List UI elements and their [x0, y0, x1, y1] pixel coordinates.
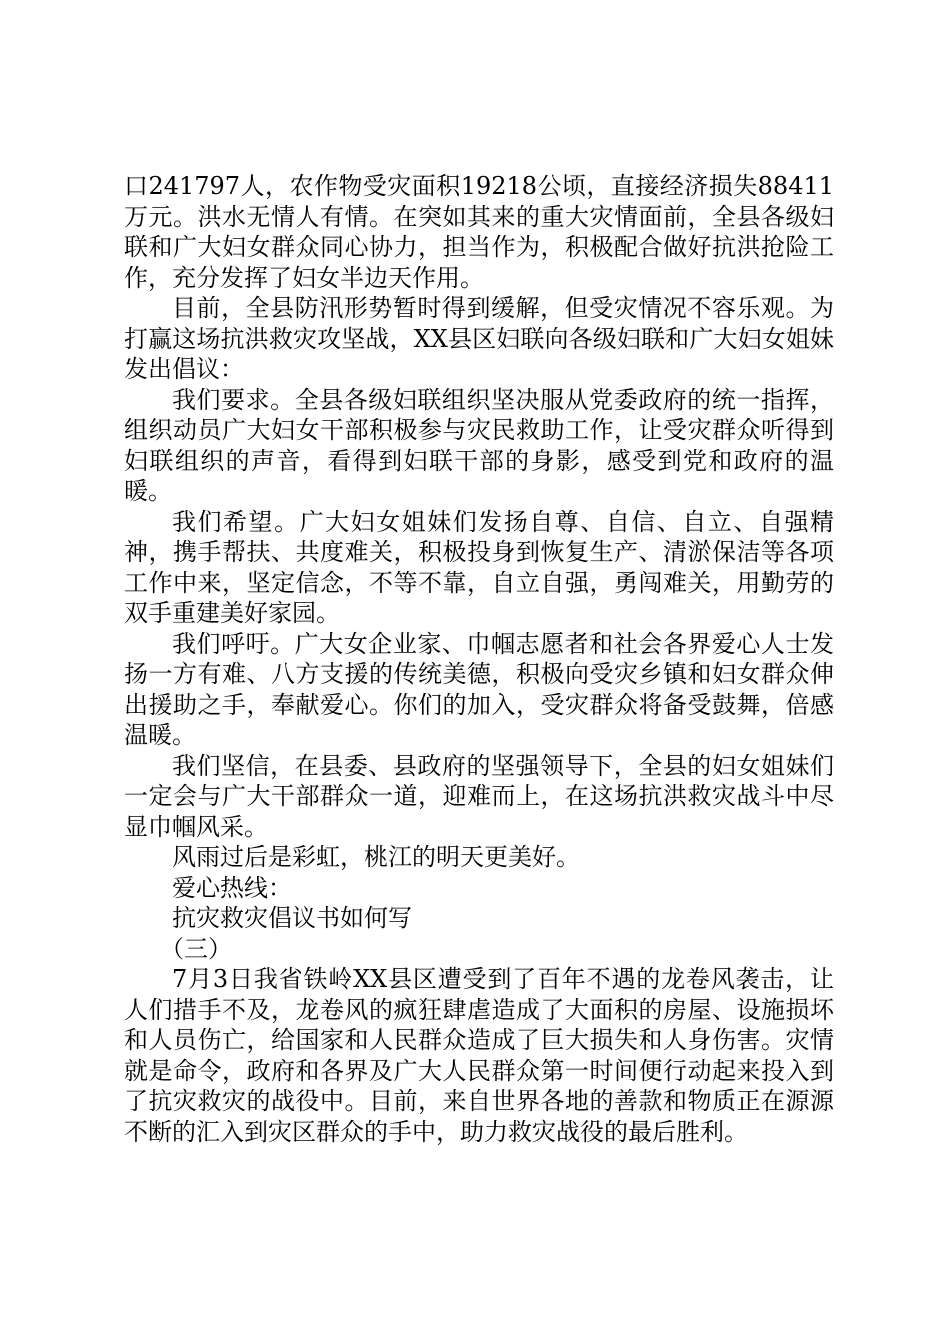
document-body — [124, 171, 834, 1147]
paragraph-tornado: 7月3日我省铁岭XX县区遭受到了百年不遇的龙卷风袭击，让人们措手不及，龙卷风的疯狂肆虐造成了大面积的房屋、设施损坏和人员伤亡，给国家和人民群众造成了巨大损失和人身伤害。灾情就是命令，政府和各界及广大人民群众第一时间便行动起来投入到了抗灾救灾的战役中。目前，来自世界各地的善款和物质正在源源不断的汇入到灾区群众的手中，助力救灾战役的最后胜利。 — [124, 965, 834, 1146]
paragraph-rainbow: 风雨过后是彩虹，桃江的明天更美好。 — [172, 843, 580, 871]
paragraph-flood-losses: 口241797人，农作物受灾面积19218公顷，直接经济损失88411万元。洪水无情人有情。在突如其来的重大灾情面前，全县各级妇联和广大妇女群众同心协力，担当作为，积极配合做好抗洪抢险工作，充分发挥了妇女半边天作用。 — [124, 172, 834, 292]
paragraph-current-situation: 目前，全县防汛形势暂时得到缓解，但受灾情况不容乐观。为打赢这场抗洪救灾攻坚战，XX县区妇联向各级妇联和广大妇女姐妹发出倡议： — [124, 294, 834, 383]
paragraph-we-require: 我们要求。全县各级妇联组织坚决服从党委政府的统一指挥，组织动员广大妇女干部积极参与灾民救助工作，让受灾群众听得到妇联组织的声音，看得到妇联干部的身影，感受到党和政府的温暖。 — [124, 385, 834, 505]
section-title: 抗灾救灾倡议书如何写 — [172, 904, 412, 932]
paragraph-we-believe: 我们坚信，在县委、县政府的坚强领导下，全县的妇女姐妹们一定会与广大干部群众一道，迎难而上，在这场抗洪救灾战斗中尽显巾帼风采。 — [124, 751, 834, 841]
paragraph-we-hope: 我们希望。广大妇女姐妹们发扬自尊、自信、自立、自强精神，携手帮扶、共度难关，积极投身到恢复生产、清淤保洁等各项工作中来，坚定信念，不等不靠，自立自强，勇闯难关，用勤劳的双手重建美好家园。 — [124, 507, 834, 627]
section-number: （三） — [160, 934, 232, 963]
paragraph-we-call: 我们呼吁。广大女企业家、巾帼志愿者和社会各界爱心人士发扬一方有难、八方支援的传统美德，积极向受灾乡镇和妇女群众伸出援助之手，奉献爱心。你们的加入，受灾群众将备受鼓舞，倍感温暖。 — [124, 629, 834, 749]
paragraph-hotline: 爱心热线： — [172, 873, 292, 902]
